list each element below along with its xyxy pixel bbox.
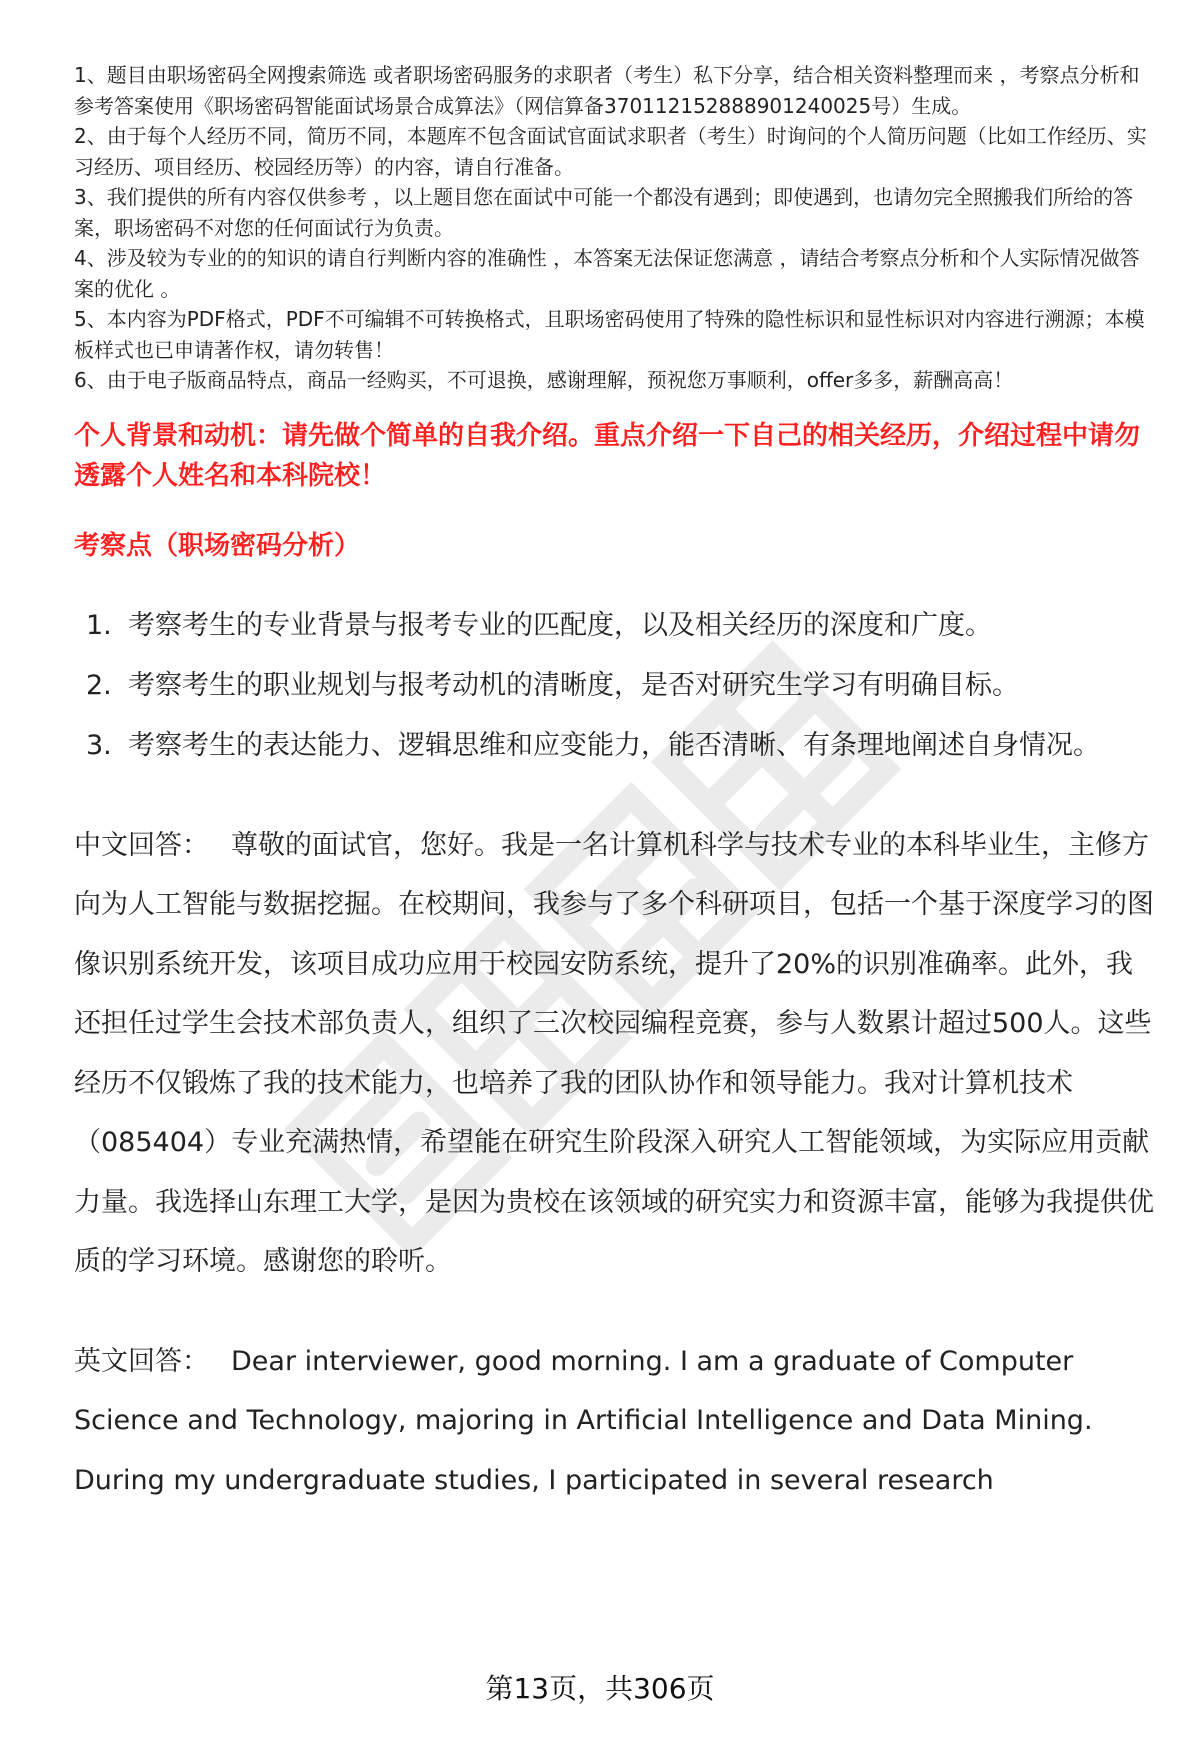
page-content <box>74 60 1154 1510</box>
point-item <box>74 656 1154 716</box>
point-number: 1. <box>86 609 112 641</box>
point-number: 3. <box>86 729 112 761</box>
point-text: 考察考生的表达能力、逻辑思维和应变能力，能否清晰、有条理地阐述自身情况。 <box>128 729 1100 761</box>
disclaimer-block <box>74 60 1154 396</box>
point-number: 2. <box>86 669 112 701</box>
point-text: 考察考生的职业规划与报考动机的清晰度，是否对研究生学习有明确目标。 <box>128 669 1019 701</box>
answer-chinese-label: 中文回答： <box>74 829 209 861</box>
point-item <box>74 596 1154 656</box>
disclaimer-item: 2、由于每个人经历不同，简历不同，本题库不包含面试官面试求职者（考生）时询问的个人简历问题（比如工作经历、实习经历、项目经历、校园经历等）的内容，请自行准备。 <box>74 124 1147 179</box>
point-text: 考察考生的专业背景与报考专业的匹配度，以及相关经历的深度和广度。 <box>128 609 992 641</box>
disclaimer-item: 3、我们提供的所有内容仅供参考 ，以上题目您在面试中可能一个都没有遇到；即使遇到，也请勿完全照搬我们所给的答案，职场密码不对您的任何面试行为负责。 <box>74 185 1134 240</box>
points-heading: 考察点（职场密码分析） <box>74 530 361 561</box>
answer-chinese <box>74 816 1154 1292</box>
disclaimer-item: 5、本内容为PDF格式，PDF不可编辑不可转换格式，且职场密码使用了特殊的隐性标识和显性标识对内容进行溯源；本模板样式也已申请著作权，请勿转售！ <box>74 307 1145 362</box>
point-item <box>74 716 1154 776</box>
points-list <box>74 596 1154 776</box>
disclaimer-item: 4、涉及较为专业的的知识的请自行判断内容的准确性 ，本答案无法保证您满意 ，请结合考察点分析和个人实际情况做答案的优化 。 <box>74 246 1140 301</box>
interview-question: 个人背景和动机：请先做个简单的自我介绍。重点介绍一下自己的相关经历，介绍过程中请勿透露个人姓名和本科院校！ <box>74 420 1141 491</box>
page-number-footer: 第13页，共306页 <box>485 1672 715 1705</box>
disclaimer-item: 1、题目由职场密码全网搜索筛选 或者职场密码服务的求职者（考生）私下分享，结合相关资料整理而来 ，考察点分析和参考答案使用《职场密码智能面试场景合成算法》（网信算备370112152888901240025号）生成。 <box>74 63 1140 118</box>
disclaimer-item: 6、由于电子版商品特点，商品一经购买，不可退换，感谢理解，预祝您万事顺利，offer多多，薪酬高高！ <box>74 368 1014 392</box>
answer-english-label: 英文回答： <box>74 1345 209 1377</box>
answer-english-text: Dear interviewer, good morning. I am a graduate of Computer Science and Technology, majoring in Artificial Intelligence and Data Mining. During my undergraduate studies, I participated in several research <box>74 1345 1093 1496</box>
answer-chinese-text: 尊敬的面试官，您好。我是一名计算机科学与技术专业的本科毕业生，主修方向为人工智能与数据挖掘。在校期间，我参与了多个科研项目，包括一个基于深度学习的图像识别系统开发，该项目成功应用于校园安防系统，提升了20%的识别准确率。此外，我还担任过学生会技术部负责人，组织了三次校园编程竞赛，参与人数累计超过500人。这些经历不仅锻炼了我的技术能力，也培养了我的团队协作和领导能力。我对计算机技术（085404）专业充满热情，希望能在研究生阶段深入研究人工智能领域，为实际应用贡献力量。我选择山东理工大学，是因为贵校在该领域的研究实力和资源丰富，能够为我提供优质的学习环境。感谢您的聆听。 <box>74 829 1154 1277</box>
answer-english <box>74 1332 1154 1511</box>
